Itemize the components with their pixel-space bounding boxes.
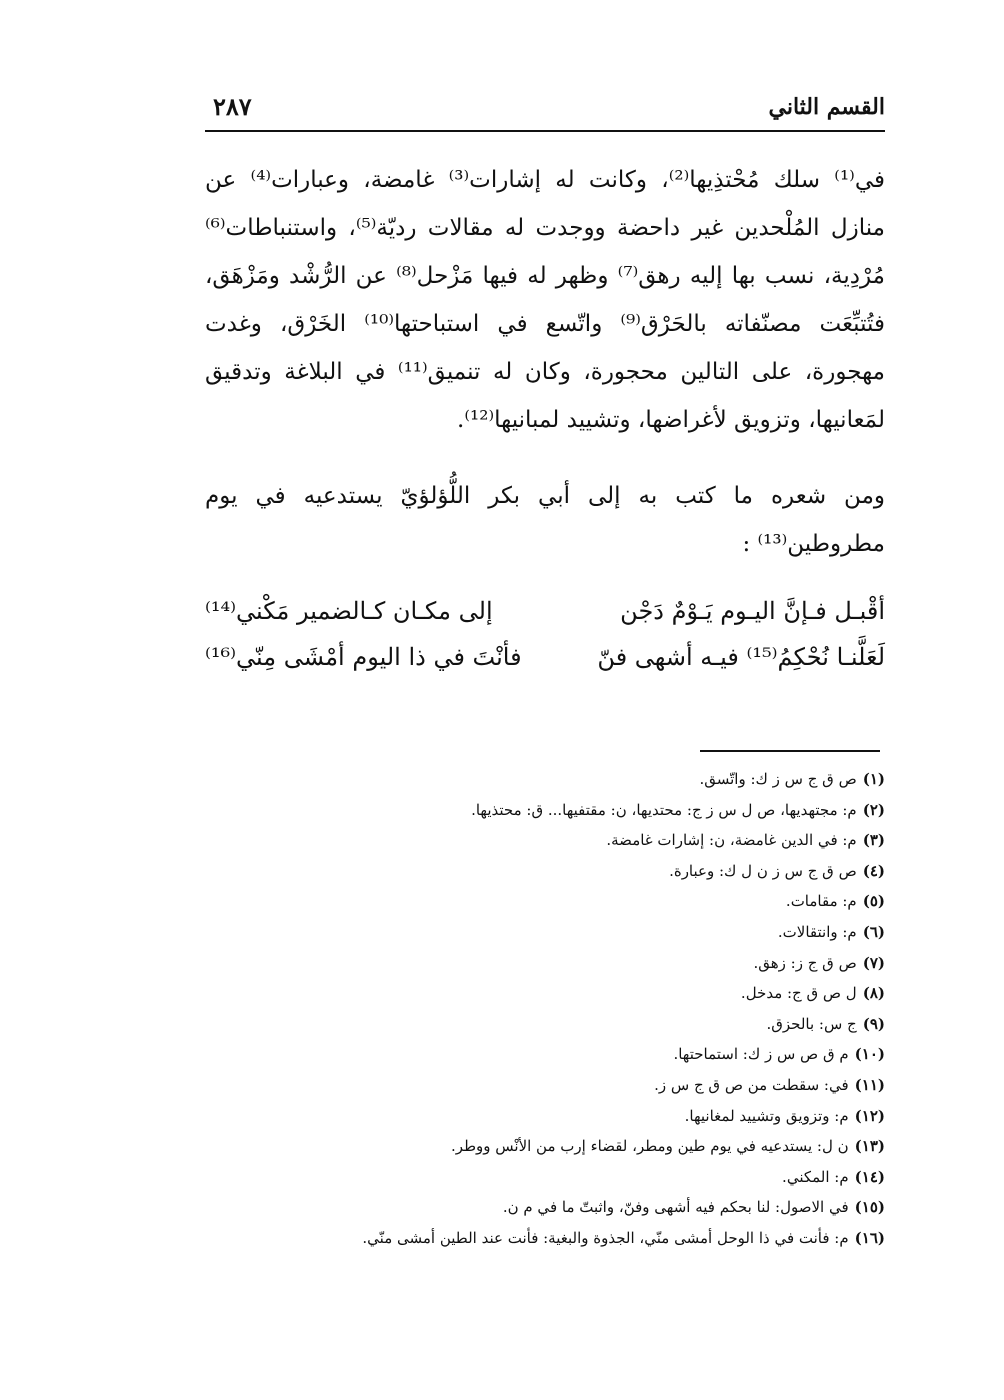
footnote-text: ص ق ج س ز ك: واتّسق. [699,770,857,788]
footnote [205,1223,885,1254]
footnote [205,856,885,887]
footnote [205,917,885,948]
footnote-text: م ق ص س ز ك: استماحتها. [673,1045,849,1064]
footnote [205,1101,885,1132]
footnote [205,825,885,856]
footnote-text: في الاصول: لنا بحكم فيه أشهى وفنّ، واثبتّ ما في م ن. [502,1198,849,1217]
page-number: ٢٨٧ [213,92,252,121]
footnote-text: ج س: بالحزق. [766,1014,857,1033]
footnote-number: (٢) [862,800,885,819]
footnote-number: (٦) [862,922,885,941]
verse-second-hemistich: فأنْتَ في ذا اليوم أمْشَى مِنّي⁽¹⁶⁾ [205,643,522,671]
footnote-text: ل ص ق ج: مدخل. [740,984,857,1003]
footnote-number: (٤) [862,861,885,880]
paragraph-2: ومن شعره ما كتب به إلى أبي بكر اللُّؤلؤيّ يستدعيه في يوم مطروطين⁽¹³⁾ : [205,483,885,557]
footnote [205,764,885,795]
verse-second-hemistich: إلى مكـان كـالضمير مَكْني⁽¹⁴⁾ [205,597,493,625]
verse-first-hemistich: لَعَلَّنـا نُحْكِمُ⁽¹⁵⁾ فيـه أشهى فنّ [597,643,885,671]
footnote-number: (٧) [862,953,885,972]
footnotes [205,764,885,1254]
footnote-number: (٥) [862,892,885,911]
footnote-text: م: المكني. [782,1167,849,1186]
footnote [205,1162,885,1193]
paragraph-1: في⁽¹⁾ سلك مُحْتذِيها⁽²⁾، وكانت له إشارات⁽³⁾ غامضة، وعبارات⁽⁴⁾ عن منازل المُلْحدين غير داحضة ووجدت له مقالات رديّة⁽⁵⁾، واستنباطات⁽⁶⁾ مُرْدِية، نسب بها إليه رهق⁽⁷⁾ وظهر له فيها مَزْحل⁽⁸⁾ عن الرُّشْد ومَزْهَق، فتُتبِّعَت مصنّفاته بالحَرْق⁽⁹⁾ واتّسع في استباحتها⁽¹⁰⁾ الخَرْق، وغدت مهجورة، على التالين محجورة، وكان له تنميق⁽¹¹⁾ في البلاغة وتدقيق لمَعانيها، وتزويق لأغراضها، وتشييد لمبانيها⁽¹²⁾. [205,167,886,433]
footnote-separator [700,750,880,752]
footnote-text: م: مجتهديها، ص ل س ز ج: محتديها، ن: مقتفيها... ق: محتذيها. [471,800,857,819]
footnote [205,1131,885,1162]
main-text [205,156,885,568]
poem [205,588,885,680]
verse-first-hemistich: أقْبـل فـإنَّ اليـوم يَـوْمٌ دَجْن [620,597,885,625]
footnote [205,1192,885,1223]
footnote [205,1009,885,1040]
footnote-text: م: في الدين غامضة، ن: إشارات غامضة. [606,831,857,850]
footnote-number: (١٠) [854,1045,885,1064]
footnote [205,795,885,826]
footnote-text: ن ل: يستدعيه في يوم طين ومطر، لقضاء إرب من الأنْس ووطر. [451,1137,849,1156]
footnote [205,1039,885,1070]
footnote-text: م: مقامات. [785,892,857,911]
footnote-number: (١٥) [854,1198,885,1217]
footnote-number: (١٦) [854,1228,885,1247]
verse-line [205,634,885,680]
footnote [205,948,885,979]
footnote [205,886,885,917]
footnote-text: في: سقطت من ص ق ج س ز. [654,1075,849,1094]
footnote-number: (٨) [862,984,885,1003]
footnote-number: (١٤) [854,1167,885,1186]
footnote-text: م: وتزويق وتشييد لمغانيها. [684,1106,849,1125]
footnote [205,1070,885,1101]
footnote [205,978,885,1009]
footnote-number: (٣) [862,831,885,850]
footnote-text: م: وانتقالات. [777,922,857,941]
section-title: القسم الثاني [768,94,885,120]
footnote-number: (١٣) [854,1137,885,1156]
verse-line [205,588,885,634]
footnote-number: (١) [862,770,885,788]
footnote-text: ص ق ج س ز ن ل ك: وعبارة. [669,861,857,880]
footnote-number: (١١) [854,1075,885,1094]
footnote-text: م: فأنت في ذا الوحل أمشى منّي، الجذوة والبغية: فأنت عند الطين أمشى منّي. [362,1228,849,1247]
footnote-number: (٩) [862,1014,885,1033]
footnote-number: (١٢) [854,1106,885,1125]
page-header [205,88,885,132]
footnote-text: ص ق ج ز: زهق. [753,953,857,972]
